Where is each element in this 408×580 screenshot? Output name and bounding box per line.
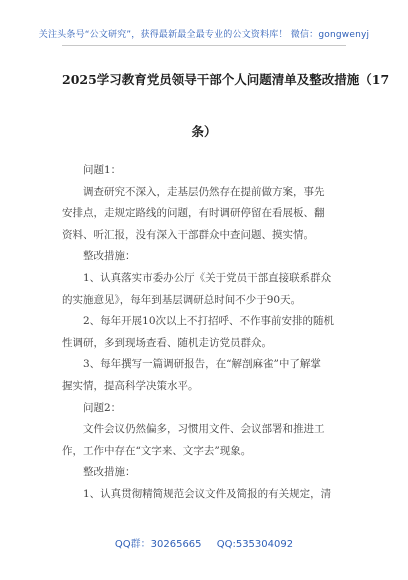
body-line: 3、每年撰写一篇调研报告，在“解剖麻雀”中了解掌 [83,358,321,371]
body-line: 握实情，提高科学决策水平。 [62,379,199,392]
header-note: 关注头条号“公文研究”，获得最新最全最专业的公文资料库！ 微信：gongwenyj [38,30,370,40]
body-line: 问题1： [83,164,122,176]
document-body [62,160,352,506]
body-line: 的实施意见》，每年到基层调研总时间不少于90天。 [62,293,302,306]
header-divider [62,45,346,46]
body-line: 安排点，走规定路线的问题，有时调研停留在看展板、翻 [62,207,325,220]
body-line: 2、每年开展10次以上不打招呼、不作事前安排的随机 [83,315,335,328]
body-line: 整改措施： [83,250,136,263]
footer [0,535,408,550]
body-line: 文件会议仍然偏多，习惯用文件、会议部署和推进工 [83,423,325,436]
body-line: 资料、听汇报，没有深入干部群众中查问题、摸实情。 [62,228,314,241]
body-line: 性调研，多到现场查看、随机走访党员群众。 [62,336,272,349]
document-title-line-2: 条） [191,124,217,139]
body-line: 作，工作中存在“文字来、文字去”现象。 [62,444,252,457]
footer-qq-group: QQ群：30265665 [114,539,202,550]
footer-qq: QQ:535304092 [216,539,294,550]
body-line: 调查研究不深入，走基层仍然存在提前做方案，事先 [83,185,325,198]
body-line: 1、认真贯彻精简规范会议文件及简报的有关规定，清 [83,487,332,500]
body-line: 整改措施： [83,466,136,479]
document-title-line-1: 2025学习教育党员领导干部个人问题清单及整改措施（17 [62,72,390,87]
body-line: 1、认真落实市委办公厅《关于党员干部直接联系群众 [83,271,332,284]
body-line: 问题2： [83,401,122,414]
